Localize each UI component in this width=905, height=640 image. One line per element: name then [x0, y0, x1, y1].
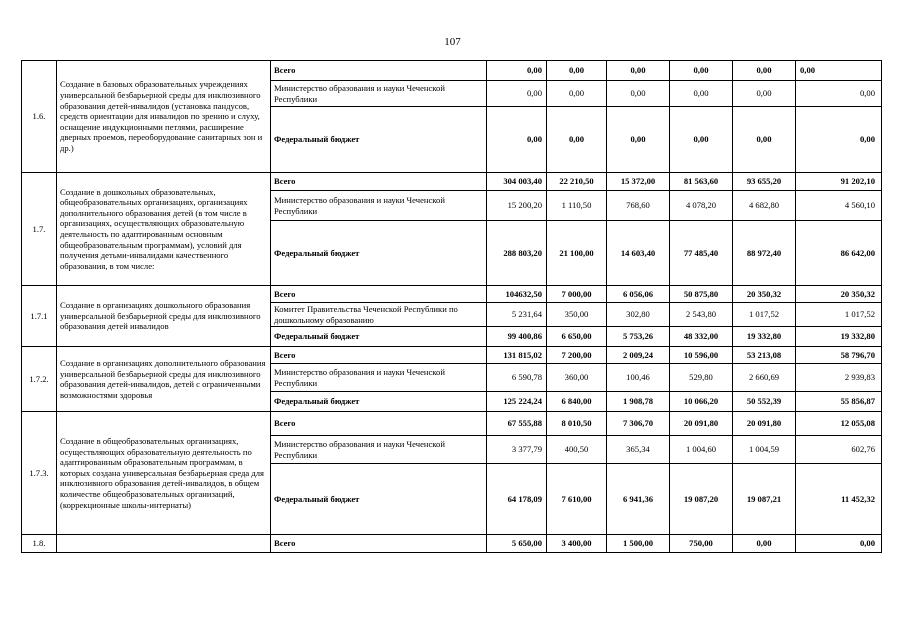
value-cell: 1 110,50 — [547, 191, 607, 221]
funding-source: Всего — [271, 412, 487, 436]
value-cell: 10 596,00 — [670, 347, 733, 364]
budget-table — [21, 60, 882, 553]
value-cell: 0,00 — [487, 107, 547, 173]
funding-source: Федеральный бюджет — [271, 464, 487, 535]
value-cell: 0,00 — [796, 107, 882, 173]
value-cell: 5 231,64 — [487, 303, 547, 327]
value-cell: 1 500,00 — [607, 535, 670, 553]
row-number: 1.7.3. — [22, 412, 57, 535]
funding-source: Федеральный бюджет — [271, 392, 487, 412]
value-cell: 7 306,70 — [607, 412, 670, 436]
value-cell: 6 840,00 — [547, 392, 607, 412]
value-cell: 58 796,70 — [796, 347, 882, 364]
value-cell: 8 010,50 — [547, 412, 607, 436]
value-cell: 20 350,32 — [733, 286, 796, 303]
value-cell: 400,50 — [547, 436, 607, 464]
funding-source: Министерство образования и науки Чеченской Республики — [271, 436, 487, 464]
value-cell: 7 200,00 — [547, 347, 607, 364]
value-cell: 67 555,88 — [487, 412, 547, 436]
value-cell: 50 552,39 — [733, 392, 796, 412]
value-cell: 5 753,26 — [607, 327, 670, 347]
value-cell: 1 908,78 — [607, 392, 670, 412]
value-cell: 125 224,24 — [487, 392, 547, 412]
value-cell: 2 939,83 — [796, 364, 882, 392]
table-row — [22, 286, 882, 303]
value-cell: 77 485,40 — [670, 221, 733, 286]
value-cell: 1 004,60 — [670, 436, 733, 464]
value-cell: 0,00 — [487, 61, 547, 81]
value-cell: 365,34 — [607, 436, 670, 464]
value-cell: 20 091,80 — [733, 412, 796, 436]
value-cell: 0,00 — [733, 107, 796, 173]
value-cell: 64 178,09 — [487, 464, 547, 535]
funding-source: Комитет Правительства Чеченской Республики по дошкольному образованию — [271, 303, 487, 327]
row-description: Создание в общеобразовательных организациях, осуществляющих образовательную деятельность по адаптированным образовательным программам, в которых создана универсальная безбарьерная среда для инклюзивного образования детей-инвалидов, в общем количестве общеобразовательных организаций, (коррекционные школы-интернаты) — [57, 412, 271, 535]
funding-source: Министерство образования и науки Чеченской Республики — [271, 364, 487, 392]
funding-source: Всего — [271, 173, 487, 191]
value-cell: 0,00 — [796, 535, 882, 553]
value-cell: 4 560,10 — [796, 191, 882, 221]
funding-source: Всего — [271, 535, 487, 553]
value-cell: 0,00 — [796, 81, 882, 107]
funding-source: Всего — [271, 347, 487, 364]
row-number: 1.6. — [22, 61, 57, 173]
value-cell: 304 003,40 — [487, 173, 547, 191]
funding-source: Федеральный бюджет — [271, 327, 487, 347]
value-cell: 14 603,40 — [607, 221, 670, 286]
value-cell: 48 332,00 — [670, 327, 733, 347]
value-cell: 20 350,32 — [796, 286, 882, 303]
row-number: 1.7.2. — [22, 347, 57, 412]
value-cell: 602,76 — [796, 436, 882, 464]
value-cell: 86 642,00 — [796, 221, 882, 286]
value-cell: 529,80 — [670, 364, 733, 392]
value-cell: 0,00 — [733, 61, 796, 81]
funding-source: Всего — [271, 286, 487, 303]
table-row — [22, 173, 882, 191]
value-cell: 0,00 — [796, 61, 882, 81]
value-cell: 0,00 — [733, 81, 796, 107]
value-cell: 6 941,36 — [607, 464, 670, 535]
value-cell: 2 660,69 — [733, 364, 796, 392]
value-cell: 55 856,87 — [796, 392, 882, 412]
value-cell: 0,00 — [670, 61, 733, 81]
value-cell: 0,00 — [547, 81, 607, 107]
value-cell: 19 332,80 — [733, 327, 796, 347]
row-number: 1.7.1 — [22, 286, 57, 347]
value-cell: 2 009,24 — [607, 347, 670, 364]
page-number: 107 — [444, 36, 461, 48]
value-cell: 0,00 — [607, 61, 670, 81]
row-description: Создание в организациях дополнительного образования универсальной безбарьерной среды для инклюзивного образования детей-инвалидов, детей с ограниченными возможностями здоровья — [57, 347, 271, 412]
value-cell: 4 078,20 — [670, 191, 733, 221]
value-cell: 0,00 — [547, 107, 607, 173]
row-description: Создание в организациях дошкольного образования универсальной безбарьерной среды для инклюзивного образования детей инвалидов — [57, 286, 271, 347]
value-cell: 360,00 — [547, 364, 607, 392]
value-cell: 12 055,08 — [796, 412, 882, 436]
value-cell: 4 682,80 — [733, 191, 796, 221]
row-description: Создание в базовых образовательных учреждениях универсальной безбарьерной среды для инклюзивного образования детей-инвалидов (установка пандусов, средств ориентации для инвалидов по зрению и слуху, оснащение индукционными петлями, расширение дверных проемов, переоборудование санитарных зон и др.) — [57, 61, 271, 173]
value-cell: 3 400,00 — [547, 535, 607, 553]
value-cell: 93 655,20 — [733, 173, 796, 191]
value-cell: 6 590,78 — [487, 364, 547, 392]
row-number: 1.8. — [22, 535, 57, 553]
table-row — [22, 412, 882, 436]
value-cell: 10 066,20 — [670, 392, 733, 412]
value-cell: 19 087,20 — [670, 464, 733, 535]
value-cell: 19 087,21 — [733, 464, 796, 535]
value-cell: 0,00 — [670, 107, 733, 173]
value-cell: 2 543,80 — [670, 303, 733, 327]
value-cell: 5 650,00 — [487, 535, 547, 553]
value-cell: 350,00 — [547, 303, 607, 327]
value-cell: 19 332,80 — [796, 327, 882, 347]
value-cell: 15 372,00 — [607, 173, 670, 191]
value-cell: 7 610,00 — [547, 464, 607, 535]
value-cell: 0,00 — [670, 81, 733, 107]
value-cell: 81 563,60 — [670, 173, 733, 191]
value-cell: 22 210,50 — [547, 173, 607, 191]
value-cell: 0,00 — [607, 81, 670, 107]
value-cell: 1 017,52 — [796, 303, 882, 327]
funding-source: Министерство образования и науки Чеченской Республики — [271, 191, 487, 221]
value-cell: 288 803,20 — [487, 221, 547, 286]
value-cell: 21 100,00 — [547, 221, 607, 286]
value-cell: 6 056,06 — [607, 286, 670, 303]
value-cell: 0,00 — [487, 81, 547, 107]
value-cell: 104632,50 — [487, 286, 547, 303]
value-cell: 1 017,52 — [733, 303, 796, 327]
funding-source: Министерство образования и науки Чеченской Республики — [271, 81, 487, 107]
funding-source: Всего — [271, 61, 487, 81]
value-cell: 6 650,00 — [547, 327, 607, 347]
value-cell: 302,80 — [607, 303, 670, 327]
row-description: Создание в дошкольных образовательных, общеобразовательных организациях, организациях дополнительного образования детей (в том числе в организациях, осуществляющих образовательную деятельность по адаптированным основным общеобразовательным программам), условий для получения детьми-инвалидами качественного образования, в том числе: — [57, 173, 271, 286]
table-row — [22, 535, 882, 553]
value-cell: 50 875,80 — [670, 286, 733, 303]
value-cell: 0,00 — [607, 107, 670, 173]
value-cell: 91 202,10 — [796, 173, 882, 191]
value-cell: 0,00 — [547, 61, 607, 81]
value-cell: 20 091,80 — [670, 412, 733, 436]
table-row — [22, 61, 882, 81]
value-cell: 53 213,08 — [733, 347, 796, 364]
value-cell: 15 200,20 — [487, 191, 547, 221]
row-number: 1.7. — [22, 173, 57, 286]
value-cell: 768,60 — [607, 191, 670, 221]
value-cell: 3 377,79 — [487, 436, 547, 464]
value-cell: 99 400,86 — [487, 327, 547, 347]
table-row — [22, 347, 882, 364]
value-cell: 11 452,32 — [796, 464, 882, 535]
funding-source: Федеральный бюджет — [271, 221, 487, 286]
value-cell: 1 004,59 — [733, 436, 796, 464]
value-cell: 88 972,40 — [733, 221, 796, 286]
row-description — [57, 535, 271, 553]
funding-source: Федеральный бюджет — [271, 107, 487, 173]
value-cell: 7 000,00 — [547, 286, 607, 303]
value-cell: 131 815,02 — [487, 347, 547, 364]
value-cell: 750,00 — [670, 535, 733, 553]
value-cell: 100,46 — [607, 364, 670, 392]
value-cell: 0,00 — [733, 535, 796, 553]
